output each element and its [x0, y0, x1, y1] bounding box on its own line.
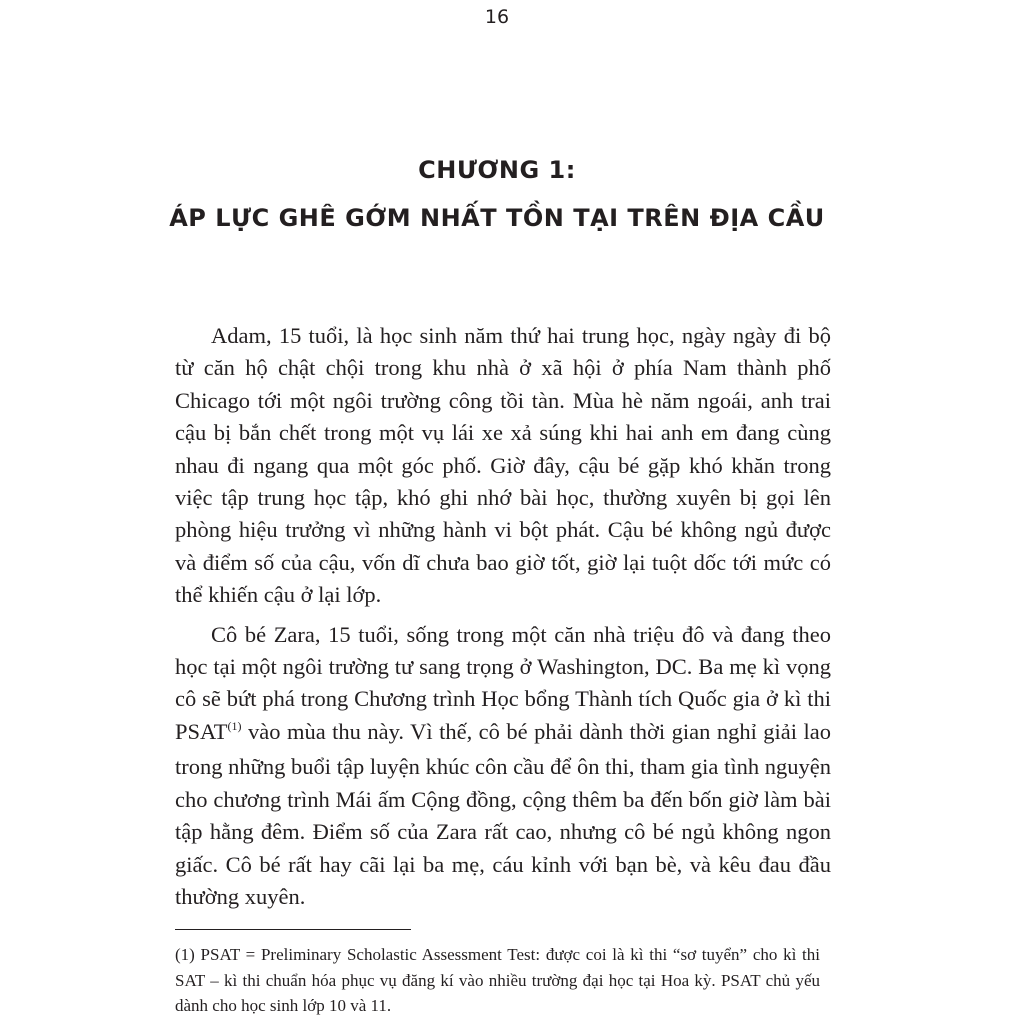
- footnote: (1) PSAT = Preliminary Scholastic Assessment Test: được coi là kì thi “sơ tuyển” cho kì thi SAT – kì thi chuẩn hóa phục vụ đăng kí vào nhiều trường đại học tại Hoa kỳ. PSAT chủ yếu dành cho học sinh lớp 10 và 11.: [175, 945, 820, 1015]
- body-text: [175, 320, 831, 913]
- footnote-reference: (1): [227, 718, 242, 733]
- paragraph-zara-part1: Cô bé Zara, 15 tuổi, sống trong một căn nhà triệu đô và đang theo học tại một ngôi trường tư sang trọng ở Washington, DC. Ba mẹ kì vọng cô sẽ bứt phá trong Chương trình Học bổng Thành tích Quốc gia ở kì thi PSAT: [175, 621, 831, 744]
- paragraph-zara-part2: vào mùa thu này. Vì thế, cô bé phải dành thời gian nghỉ giải lao trong những buổi tập luyện khúc côn cầu để ôn thi, tham gia tình nguyện cho chương trình Mái ấm Cộng đồng, cộng thêm ba đến bốn giờ làm bài tập hằng đêm. Điểm số của Zara rất cao, nhưng cô bé ngủ không ngon giấc. Cô bé rất hay cãi lại ba mẹ, cáu kỉnh với bạn bè, và kêu đau đầu thường xuyên.: [175, 718, 831, 909]
- page-number: 16: [484, 6, 510, 28]
- footnote-divider: [175, 929, 411, 930]
- paragraph-adam: Adam, 15 tuổi, là học sinh năm thứ hai trung học, ngày ngày đi bộ từ căn hộ chật chội trong khu nhà ở xã hội ở phía Nam thành phố Chicago tới một ngôi trường công tồi tàn. Mùa hè năm ngoái, anh trai cậu bị bắn chết trong một vụ lái xe xả súng khi hai anh em đang cùng nhau đi ngang qua một góc phố. Giờ đây, cậu bé gặp khó khăn trong việc tập trung học tập, khó ghi nhớ bài học, thường xuyên bị gọi lên phòng hiệu trưởng vì những hành vi bột phát. Cậu bé không ngủ được và điểm số của cậu, vốn dĩ chưa bao giờ tốt, giờ lại tuột dốc tới mức có thể khiến cậu ở lại lớp.: [175, 323, 831, 608]
- chapter-title: ÁP LỰC GHÊ GỚM NHẤT TỒN TẠI TRÊN ĐỊA CẦU: [169, 204, 825, 232]
- paragraph-zara: [175, 619, 831, 914]
- chapter-number: CHƯƠNG 1:: [418, 156, 576, 184]
- chapter-heading: [0, 146, 994, 242]
